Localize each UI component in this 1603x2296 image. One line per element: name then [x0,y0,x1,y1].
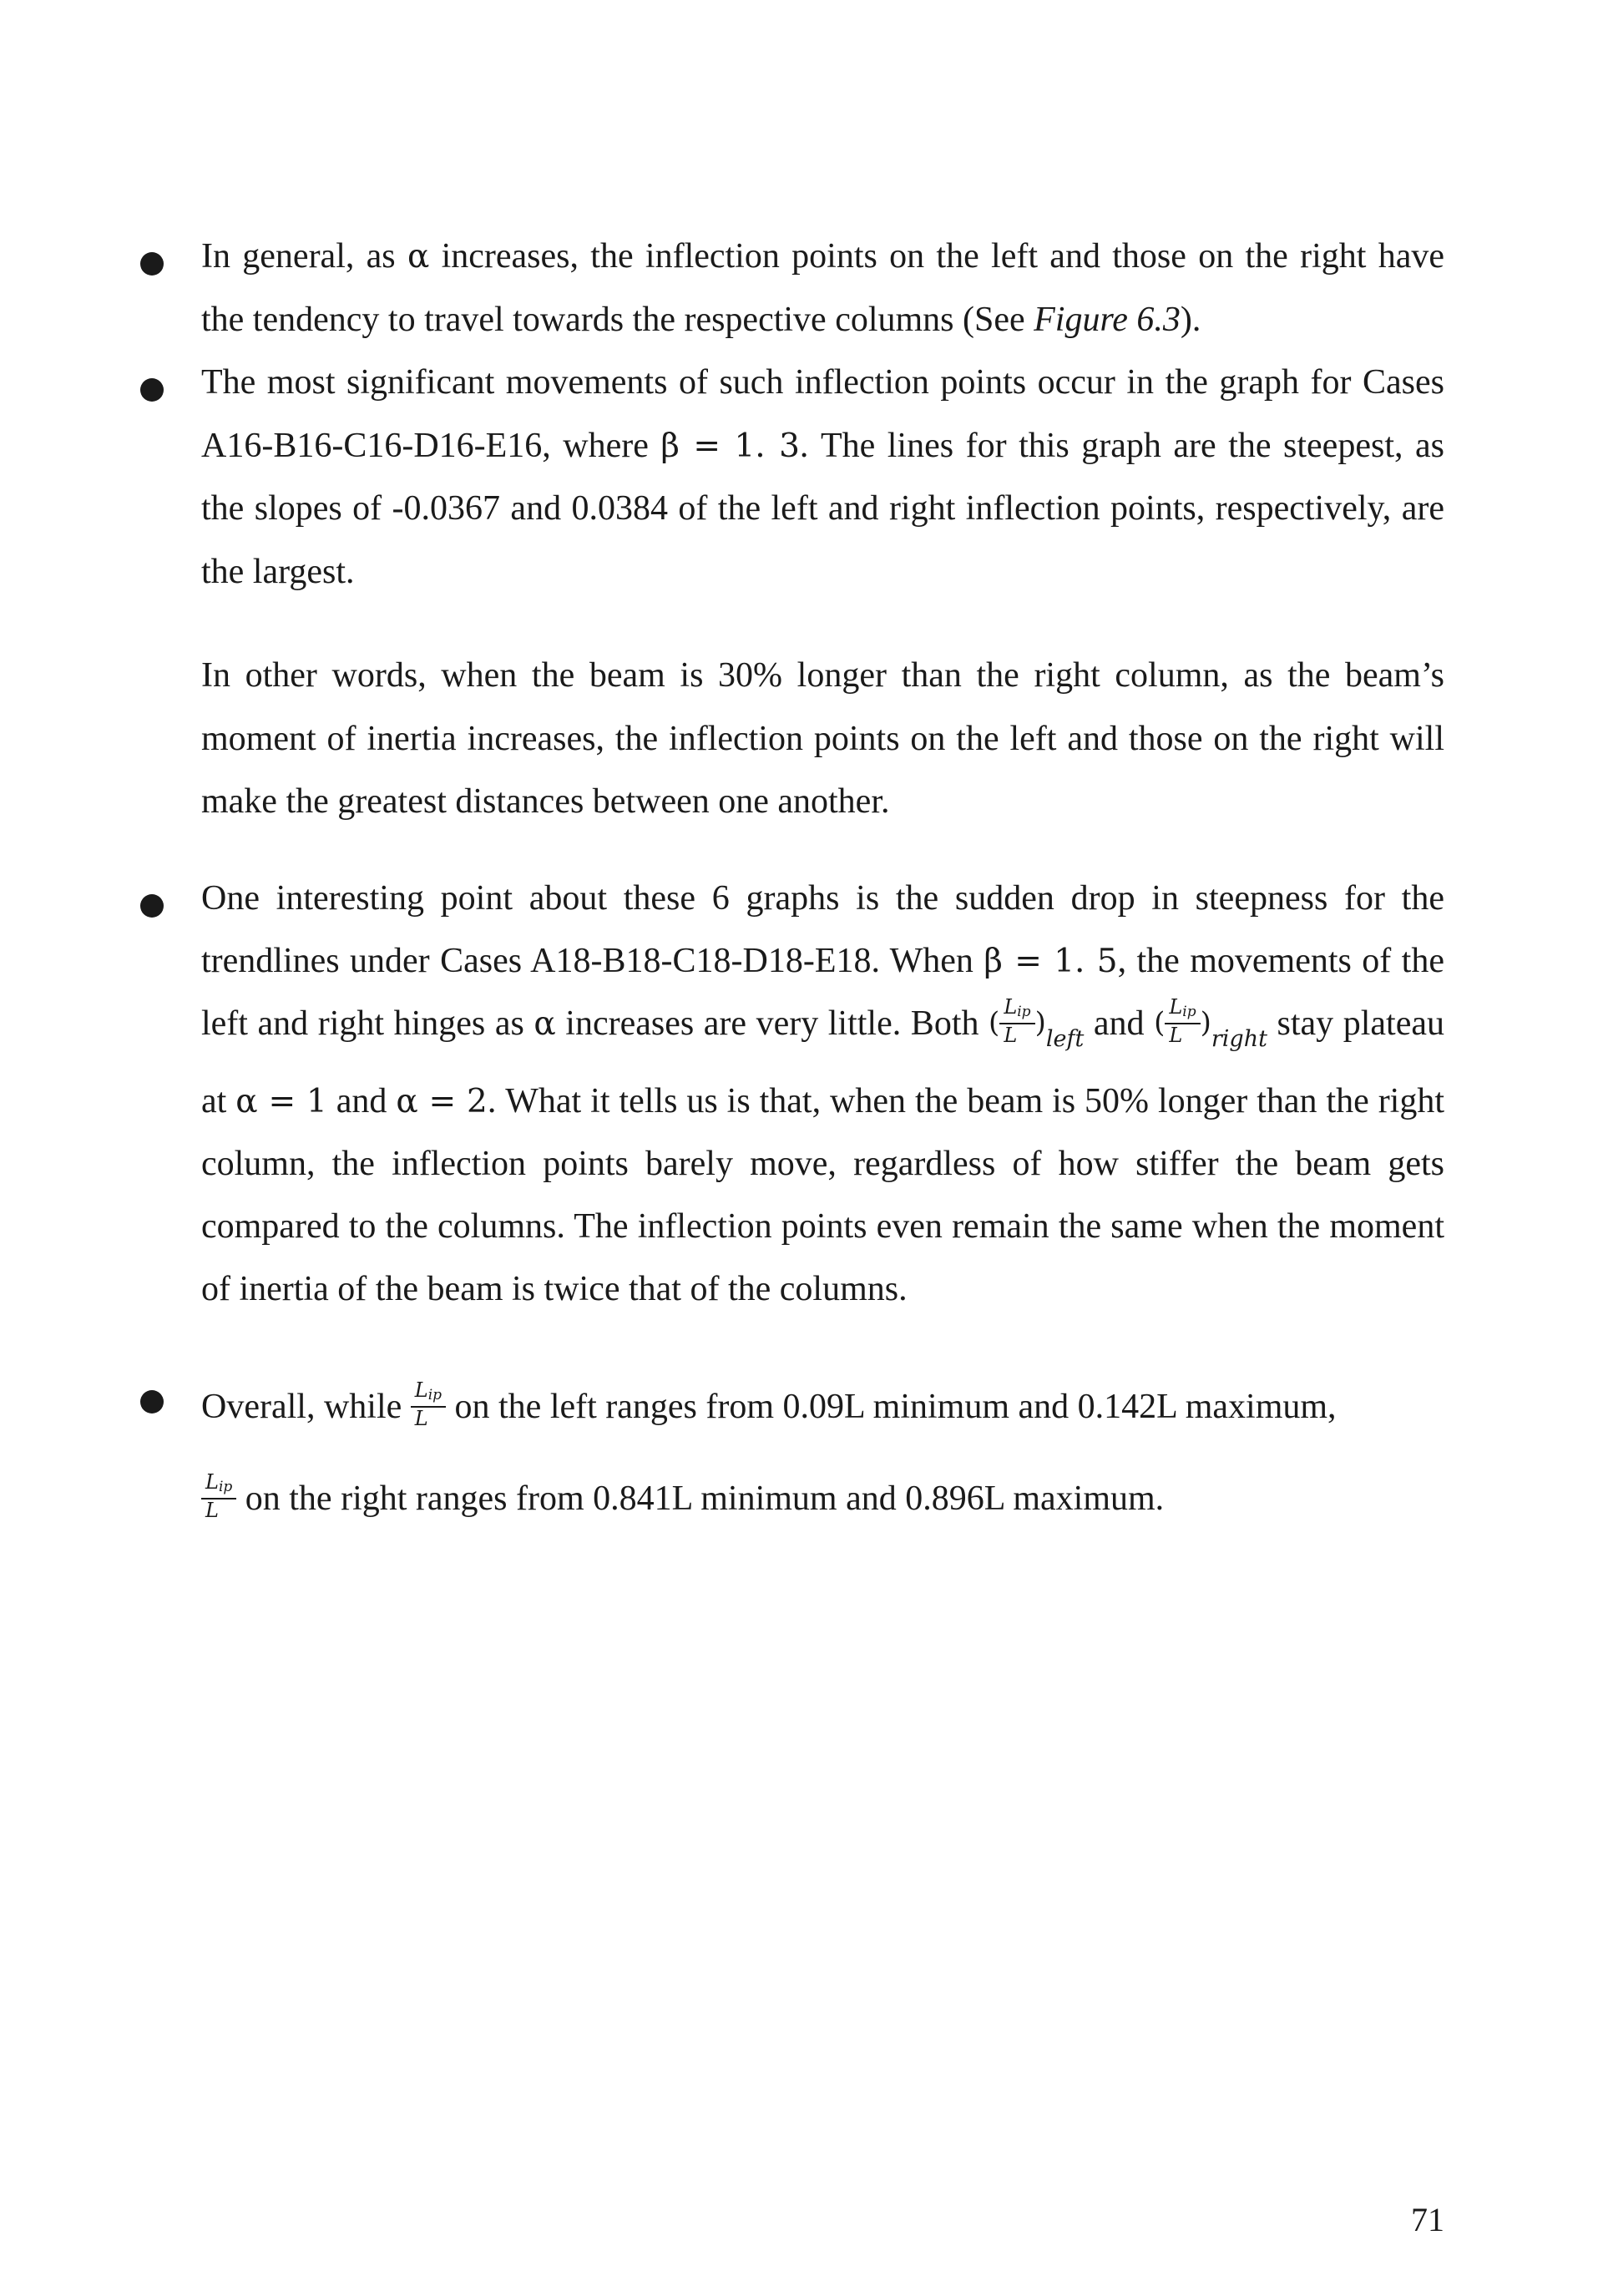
fraction-denominator: L [201,1498,236,1521]
figure-reference: Figure 6.3 [1034,300,1181,339]
bullet-paragraph-2 [201,351,1444,604]
text-segment: One interesting point about these 6 graphs is the sudden drop in steepness for the trendlines under Cases A18-B18-C18-D18-E18. When [201,879,1444,980]
close-paren: ) [1200,1005,1211,1039]
fraction-denominator: L [999,1023,1034,1046]
bullet-paragraph-4 [201,1361,1444,1545]
beta-equation: β = 1. 5 [984,943,1118,980]
open-paren: ( [989,1005,1000,1039]
text-segment: and [1084,1004,1155,1043]
fraction-numerator-subscript: ip [427,1387,442,1404]
text-segment: Overall, while [201,1388,411,1426]
text-segment: on the right ranges from 0.841L minimum and 0.896L maximum. [236,1479,1165,1518]
lip-over-l-fraction [411,1379,446,1429]
alpha-equation: α = 2 [396,1083,488,1120]
fraction-denominator: L [1165,1023,1200,1046]
text-segment: . The lines for this graph are the steepest, as the slopes of -0.0367 and 0.0384 of the left and right inflection points, respectively, are the largest. [201,426,1444,591]
page-number: 71 [1411,2201,1444,2238]
open-paren: ( [1154,1005,1166,1039]
lip-over-l-fraction [999,996,1034,1046]
fraction-denominator: L [411,1406,446,1429]
bullet-marker [140,378,164,402]
text-segment: , the movements of the left and right hinges as [201,942,1444,1043]
alpha-symbol: α [533,1005,556,1043]
text-segment: ). [1180,300,1201,339]
lip-over-l-fraction [1165,996,1200,1046]
bullet-paragraph-3 [201,867,1444,1321]
text-segment: . What it tells us is that, when the beam is 50% longer than the right column, the inflection points barely move, regardless of how stiffer the beam gets compared to the columns. The inflection points even remain the same when the moment of inertia of the beam is twice that of the columns. [201,1082,1445,1308]
fraction-numerator: L [1169,995,1183,1019]
bullet-paragraph-1 [201,225,1444,351]
subscript-right: right [1211,1026,1267,1052]
bullet-marker [140,894,164,918]
alpha-equation: α = 1 [235,1083,327,1120]
text-segment: increases, the inflection points on the left and those on the right have the tendency to travel towards the respective columns (See [201,237,1444,339]
text-segment: The most significant movements of such inflection points occur in the graph for Cases A16-B16-C16-D16-E16, where [201,363,1444,465]
fraction-numerator-subscript: ip [218,1479,233,1496]
text-segment: In general, as [201,237,407,276]
paragraph-other-words: In other words, when the beam is 30% longer than the right column, as the beam’s moment of inertia increases, the inflection points on the left and those on the right will make the greatest distances between one another. [201,656,1444,821]
text-segment: stay plateau at [201,1004,1444,1120]
fraction-numerator-subscript: ip [1182,1004,1196,1021]
subscript-left: left [1045,1026,1085,1052]
fraction-numerator: L [205,1470,219,1494]
alpha-symbol: α [407,238,430,276]
close-paren: ) [1034,1005,1046,1039]
beta-equation: β = 1. 3 [660,427,800,465]
text-segment: increases are very little. Both [555,1004,989,1043]
fraction-numerator: L [414,1378,428,1403]
bullet-marker [140,1390,164,1414]
text-segment: on the left ranges from 0.09L minimum and 0.142L maximum, [446,1388,1337,1426]
fraction-numerator-subscript: ip [1017,1004,1031,1021]
bullet-marker [140,252,164,276]
fraction-numerator: L [1004,995,1018,1019]
lip-over-l-fraction [201,1471,236,1521]
text-segment: and [326,1082,397,1120]
